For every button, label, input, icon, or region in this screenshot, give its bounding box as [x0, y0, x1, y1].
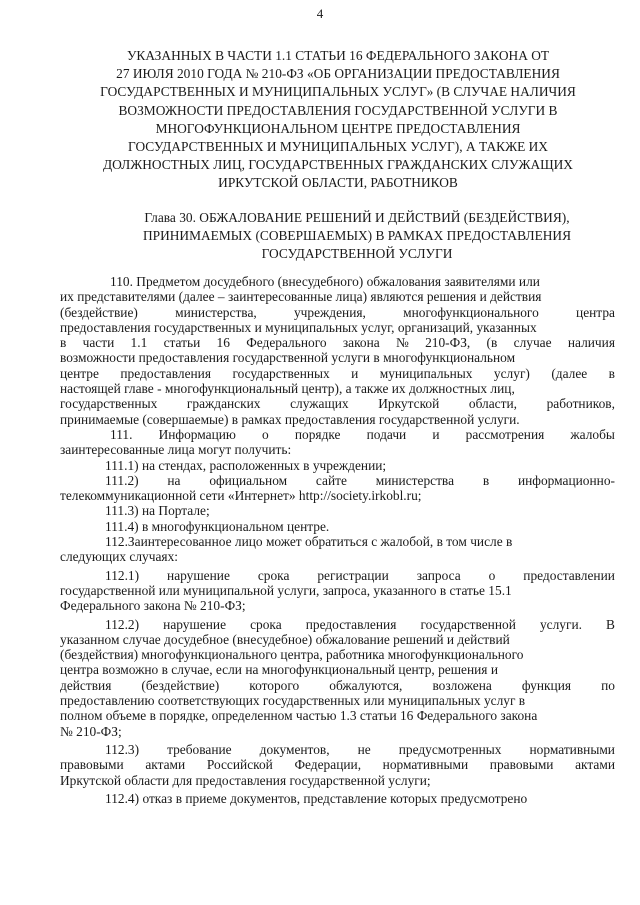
- word: в: [60, 335, 67, 351]
- word: центра: [576, 304, 615, 320]
- word: документов,: [259, 741, 330, 757]
- word: Информацию: [158, 426, 236, 442]
- word: в: [482, 472, 490, 488]
- word: учреждения,: [293, 304, 366, 320]
- word: срока: [257, 567, 290, 583]
- word: предоставления: [305, 616, 397, 632]
- text-line: принимаемые (совершаемые) в рамках предоставления государственной услуги.: [60, 411, 520, 427]
- word: предоставления: [120, 365, 212, 381]
- word: о: [262, 426, 269, 442]
- word: порядке: [294, 426, 341, 442]
- chapter-heading-line: ГОСУДАРСТВЕННОЙ УСЛУГИ: [261, 246, 453, 262]
- word: актами: [575, 757, 615, 773]
- list-item: 111.4) в многофункциональном центре.: [105, 518, 330, 534]
- word: муниципальных: [379, 365, 473, 381]
- text-line: указанном случае досудебное (внесудебное) обжалование решений и действий: [60, 631, 510, 647]
- heading-line: ДОЛЖНОСТНЫХ ЛИЦ, ГОСУДАРСТВЕННЫХ ГРАЖДАНСКИХ СЛУЖАЩИХ: [103, 157, 573, 173]
- word: подачи: [366, 426, 407, 442]
- chapter-heading-line: ПРИНИМАЕМЫХ (СОВЕРШАЕМЫХ) В РАМКАХ ПРЕДОСТАВЛЕНИЯ: [142, 228, 572, 244]
- word: государственных: [232, 365, 330, 381]
- word: которого: [249, 677, 300, 693]
- chapter-heading-line: Глава 30. ОБЖАЛОВАНИЕ РЕШЕНИЙ И ДЕЙСТВИЙ (БЕЗДЕЙСТВИЯ),: [144, 210, 570, 225]
- text-line: центра возможно в случае, если на многофункциональный центр, решения и: [60, 662, 498, 678]
- text-line: [60, 305, 615, 320]
- word: многофункционального: [403, 304, 539, 320]
- word: не: [357, 741, 371, 757]
- heading-line: УКАЗАННЫХ В ЧАСТИ 1.1 СТАТЬИ 16 ФЕДЕРАЛЬНОГО ЗАКОНА ОТ: [126, 48, 550, 63]
- word: государственной: [420, 616, 516, 632]
- word: информационно-: [517, 472, 615, 488]
- word: 112.1): [105, 567, 140, 583]
- word: (бездействие): [141, 677, 220, 693]
- word: и: [351, 365, 359, 381]
- word: рассмотрения: [465, 426, 545, 442]
- word: услуг): [493, 365, 530, 381]
- word: (в: [486, 335, 498, 351]
- heading-line: ИРКУТСКОЙ ОБЛАСТИ, РАБОТНИКОВ: [218, 175, 458, 191]
- body-text: [60, 274, 615, 806]
- word: нарушение: [167, 567, 230, 583]
- word: правовыми: [60, 757, 124, 773]
- text-line: Иркутской области для предоставления государственной услуги;: [60, 772, 431, 788]
- word: предоставлении: [523, 567, 615, 583]
- word: на: [167, 472, 181, 488]
- word: запроса: [416, 567, 461, 583]
- word: услуги.: [539, 616, 582, 632]
- word: сайте: [315, 472, 347, 488]
- word: действия: [60, 677, 112, 693]
- text-line: телекоммуникационной сети «Интернет» http://society.irkobl.ru;: [60, 488, 422, 504]
- word: требование: [167, 741, 232, 757]
- word: правовыми: [489, 757, 554, 773]
- text-line: [60, 427, 615, 442]
- word: нормативными: [529, 741, 615, 757]
- word: 16: [216, 335, 230, 351]
- word: обжалуются,: [329, 677, 403, 693]
- text-line: (бездействия) многофункционального центра, работника многофункционального: [60, 647, 524, 663]
- word: части: [82, 335, 115, 351]
- word: актами: [145, 757, 186, 773]
- chapter-heading: [96, 209, 618, 264]
- list-item: [60, 617, 615, 632]
- word: наличия: [567, 335, 615, 351]
- word: государственных: [60, 396, 158, 412]
- text-line: их представителями (далее – заинтересованные лица) являются решения и действия: [60, 289, 542, 305]
- word: 1.1: [130, 335, 148, 351]
- word: о: [488, 567, 496, 583]
- word: Федерального: [246, 335, 327, 351]
- word: закона: [342, 335, 380, 351]
- word: возложена: [432, 677, 492, 693]
- word: Федерации,: [294, 757, 362, 773]
- word: жалобы: [570, 426, 615, 442]
- word: нарушение: [163, 616, 227, 632]
- word: служащих: [290, 396, 349, 412]
- word: предусмотренных: [398, 741, 502, 757]
- word: министерства,: [175, 304, 257, 320]
- text-line: полном объеме в порядке, определенном частью 1.3 статьи 16 Федерального закона: [60, 708, 538, 724]
- page-number: 4: [316, 6, 324, 21]
- text-line: предоставлению соответствующих государственных или муниципальных услуг в: [60, 693, 526, 709]
- list-item: [60, 568, 615, 583]
- word: В: [606, 616, 615, 632]
- word: гражданских: [186, 396, 261, 412]
- word: функция: [521, 677, 572, 693]
- text-line: № 210-ФЗ;: [60, 723, 122, 739]
- list-item: 111.3) на Портале;: [105, 503, 210, 519]
- list-item: 111.1) на стендах, расположенных в учреждении;: [105, 457, 387, 473]
- text-line: 112.Заинтересованное лицо может обратиться с жалобой, в том числе в: [105, 534, 513, 550]
- paragraph-111: [60, 427, 615, 534]
- text-line: заинтересованные лица могут получить:: [60, 442, 292, 458]
- word: (далее: [551, 365, 588, 381]
- heading-line: ГОСУДАРСТВЕННЫХ И МУНИЦИПАЛЬНЫХ УСЛУГ» (В СЛУЧАЕ НАЛИЧИЯ: [100, 84, 576, 100]
- word: министерства: [375, 472, 455, 488]
- text-line: Федерального закона № 210-ФЗ;: [60, 598, 246, 614]
- word: 210-ФЗ,: [425, 335, 471, 351]
- word: официальном: [209, 472, 288, 488]
- section-heading: [58, 47, 618, 193]
- word: регистрации: [317, 567, 389, 583]
- word: статьи: [163, 335, 201, 351]
- text-line: настоящей главе - многофункциональный центр), а также их должностных лиц,: [60, 381, 515, 397]
- text-line: государственной или муниципальной услуги, запроса, указанного в статье 15.1: [60, 582, 512, 598]
- word: срока: [250, 616, 282, 632]
- list-item: [60, 473, 615, 488]
- word: случае: [513, 335, 552, 351]
- text-line: [60, 396, 615, 411]
- word: по: [601, 677, 615, 693]
- heading-line: ГОСУДАРСТВЕННЫХ И МУНИЦИПАЛЬНЫХ УСЛУГ), А ТАКЖЕ ИХ: [128, 139, 548, 155]
- word: Иркутской: [378, 396, 440, 412]
- heading-line: ВОЗМОЖНОСТИ ПРЕДОСТАВЛЕНИЯ ГОСУДАРСТВЕННОЙ УСЛУГИ В: [118, 102, 558, 118]
- word: области,: [468, 396, 517, 412]
- text-line: предоставления государственных и муниципальных услуг, организаций, указанных: [60, 319, 537, 335]
- word: работников,: [546, 396, 615, 412]
- text-line: возможности предоставления государственной услуги в многофункциональном: [60, 350, 516, 366]
- list-item: [60, 742, 615, 757]
- word: 111.: [110, 426, 133, 442]
- word: (бездействие): [60, 304, 138, 320]
- word: 112.2): [105, 616, 140, 632]
- word: и: [432, 426, 440, 442]
- text-line: 110. Предметом досудебного (внесудебного) обжалования заявителями или: [110, 274, 540, 289]
- word: №: [396, 335, 409, 351]
- word: в: [608, 365, 615, 381]
- paragraph-110: [60, 274, 615, 427]
- list-item: 112.4) отказ в приеме документов, представление которых предусмотрено: [105, 790, 528, 806]
- word: 111.2): [105, 472, 139, 488]
- word: 112.3): [105, 741, 140, 757]
- paragraph-112: [60, 534, 615, 806]
- heading-line: 27 ИЮЛЯ 2010 ГОДА № 210-ФЗ «ОБ ОРГАНИЗАЦИИ ПРЕДОСТАВЛЕНИЯ: [116, 66, 560, 82]
- text-line: следующих случаях:: [60, 549, 178, 565]
- word: центре: [60, 365, 99, 381]
- word: Российской: [206, 757, 273, 773]
- heading-line: МНОГОФУНКЦИОНАЛЬНОМ ЦЕНТРЕ ПРЕДОСТАВЛЕНИЯ: [155, 120, 521, 136]
- text-line: [60, 366, 615, 381]
- word: нормативными: [382, 757, 469, 773]
- text-line: [60, 757, 615, 772]
- text-line: [60, 335, 615, 350]
- text-line: [60, 678, 615, 693]
